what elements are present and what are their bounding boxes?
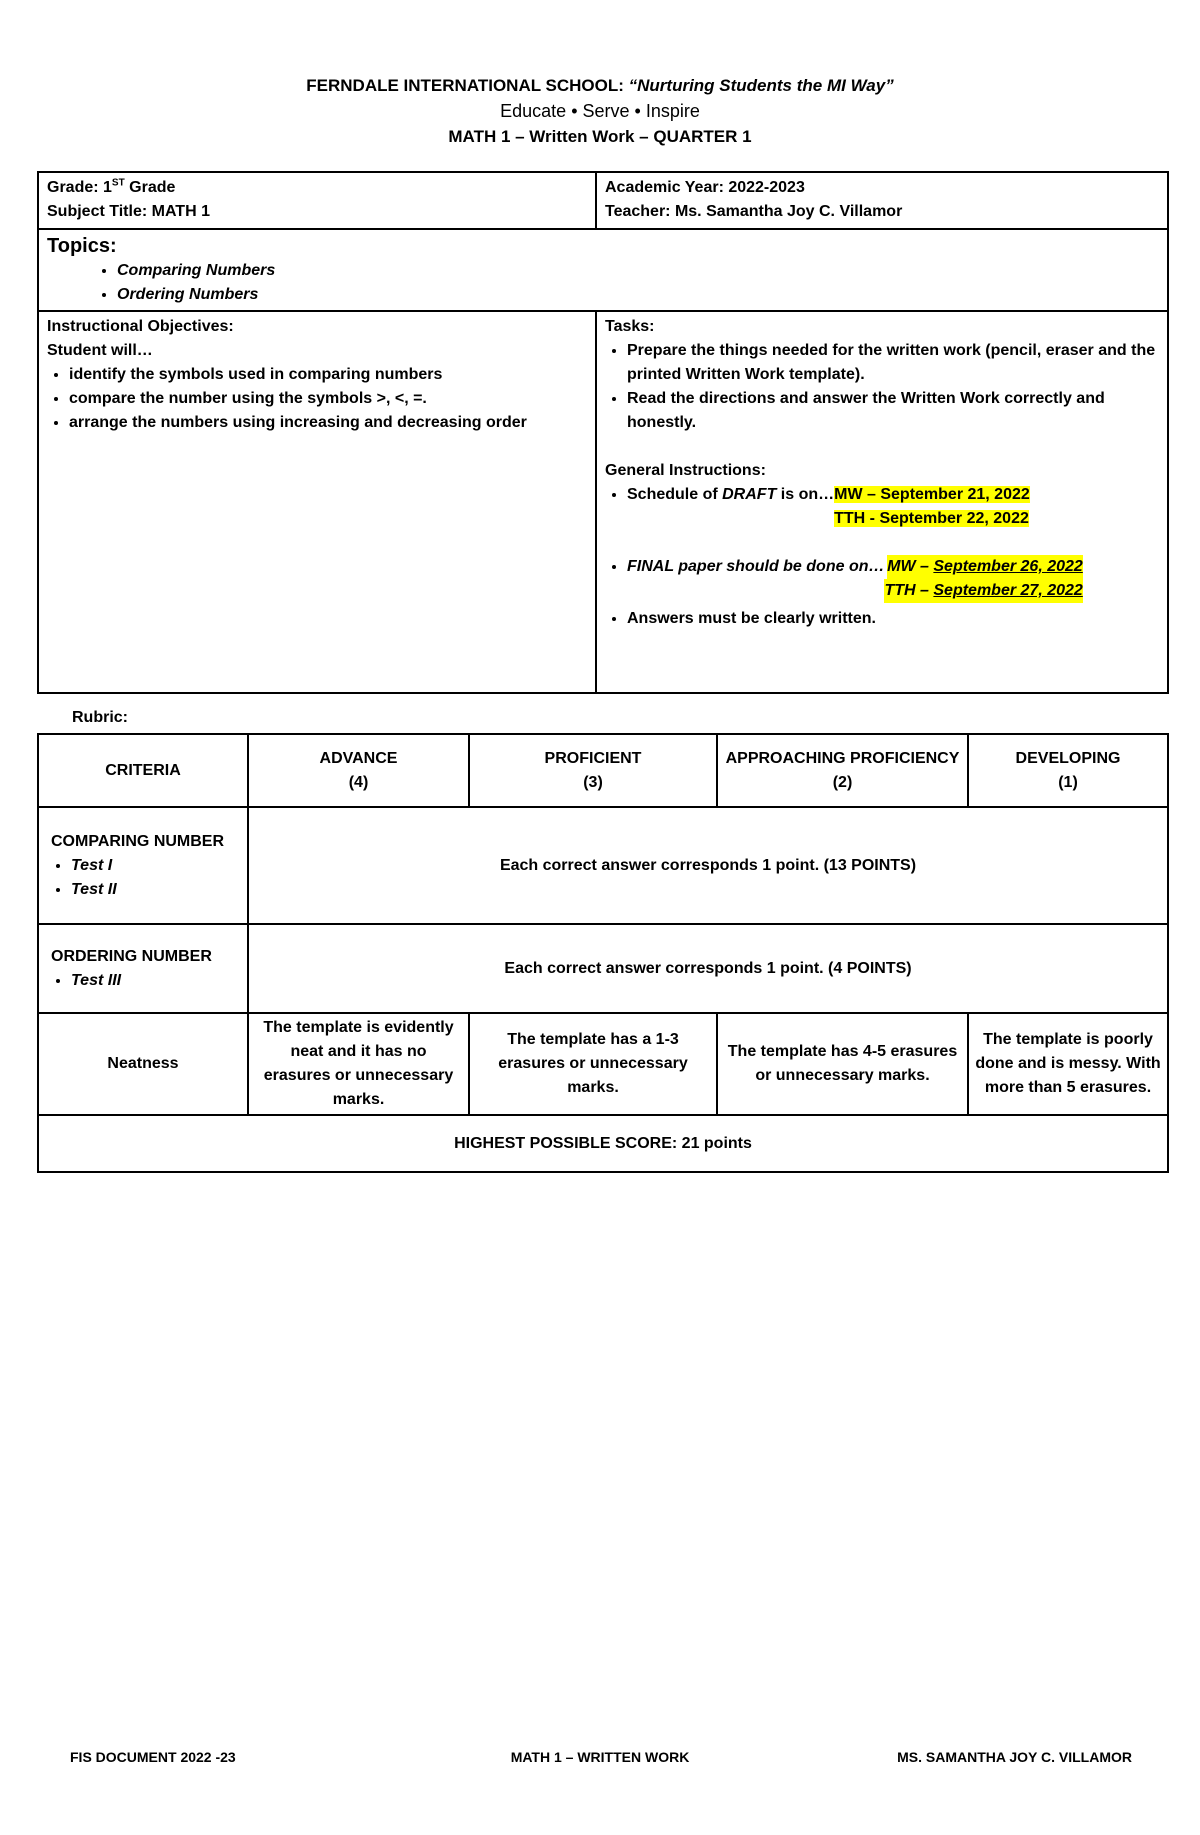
objective-item: • arrange the numbers using increasing and decreasing order xyxy=(69,411,587,435)
school-slogan: “Nurturing Students the MI Way” xyxy=(628,76,894,95)
tasks-list xyxy=(605,339,1159,435)
rubric-header-advance: ADVANCE (4) xyxy=(248,734,469,807)
test-item: • Test I xyxy=(71,854,241,878)
test-item: • Test III xyxy=(71,969,241,993)
rubric-header-approaching: APPROACHING PROFICIENCY (2) xyxy=(717,734,968,807)
neatness-developing: The template is poorly done and is messy. With more than 5 erasures. xyxy=(968,1013,1168,1115)
footer-left: FIS DOCUMENT 2022 -23 xyxy=(70,1749,236,1765)
draft-mw-date: MW – September 21, 2022 xyxy=(834,486,1030,503)
answers-instruction: • Answers must be clearly written. xyxy=(627,607,1159,631)
comparing-criteria-cell: COMPARING NUMBER • Test I • Test II xyxy=(38,807,248,924)
objective-item: • identify the symbols used in comparing numbers xyxy=(69,363,587,387)
neatness-proficient: The template has a 1-3 erasures or unnecessary marks. xyxy=(469,1013,717,1115)
rubric-header-criteria: CRITERIA xyxy=(38,734,248,807)
objectives-list xyxy=(47,363,587,435)
topic-item: • Ordering Numbers xyxy=(117,283,1159,307)
rubric-table xyxy=(37,733,1169,1173)
school-heading xyxy=(0,76,1200,96)
objectives-lead: Student will… xyxy=(47,342,153,359)
footer-right: MS. SAMANTHA JOY C. VILLAMOR xyxy=(897,1749,1132,1765)
subject-title: Subject Title: MATH 1 xyxy=(47,203,210,220)
topics-list xyxy=(47,259,1159,307)
final-schedule: • FINAL paper should be done on… MW – September 26, 2022 TTH – September 27, 2022 xyxy=(627,555,1159,603)
rubric-label: Rubric: xyxy=(72,709,128,726)
general-instructions-title: General Instructions: xyxy=(605,462,766,479)
draft-schedule: • Schedule of DRAFT is on… MW – September 21, 2022 TTH - September 22, 2022 xyxy=(627,483,1159,531)
footer-center: MATH 1 – WRITTEN WORK xyxy=(510,1749,690,1765)
objective-item: • compare the number using the symbols >, <, =. xyxy=(69,387,587,411)
school-motto: Educate • Serve • Inspire xyxy=(500,101,700,121)
school-name: FERNDALE INTERNATIONAL SCHOOL: xyxy=(306,76,629,95)
neatness-advance: The template is evidently neat and it has no erasures or unnecessary marks. xyxy=(248,1013,469,1115)
topics-cell xyxy=(38,229,1168,311)
document-title: MATH 1 – Written Work – QUARTER 1 xyxy=(448,127,752,146)
rubric-header-developing: DEVELOPING (1) xyxy=(968,734,1168,807)
academic-year: Academic Year: 2022-2023 xyxy=(605,179,805,196)
topics-title: Topics: xyxy=(47,235,117,257)
year-teacher-cell xyxy=(596,172,1168,229)
final-mw-date: MW – September 26, 2022 xyxy=(887,555,1083,579)
objectives-cell xyxy=(38,311,596,693)
grade-line: Grade: 1ST Grade xyxy=(47,177,176,196)
tasks-title: Tasks: xyxy=(605,318,655,335)
rubric-header-proficient: PROFICIENT (3) xyxy=(469,734,717,807)
task-item: • Prepare the things needed for the written work (pencil, eraser and the printed Written Work template). xyxy=(627,339,1159,387)
neatness-approaching: The template has 4-5 erasures or unnecessary marks. xyxy=(717,1013,968,1115)
objectives-title: Instructional Objectives: xyxy=(47,318,234,335)
general-instructions-list xyxy=(605,483,1159,631)
tasks-cell xyxy=(596,311,1168,693)
ordering-criteria-cell: ORDERING NUMBER • Test III xyxy=(38,924,248,1013)
task-item: • Read the directions and answer the Written Work correctly and honestly. xyxy=(627,387,1159,435)
comparing-description: Each correct answer corresponds 1 point. (13 POINTS) xyxy=(248,807,1168,924)
teacher-name: Teacher: Ms. Samantha Joy C. Villamor xyxy=(605,203,903,220)
draft-tth-date: TTH - September 22, 2022 xyxy=(834,510,1029,527)
test-item: • Test II xyxy=(71,878,241,902)
neatness-criteria: Neatness xyxy=(38,1013,248,1115)
info-table xyxy=(37,171,1169,694)
topic-item: • Comparing Numbers xyxy=(117,259,1159,283)
final-tth-date: TTH – September 27, 2022 xyxy=(884,579,1082,603)
grade-subject-cell xyxy=(38,172,596,229)
ordering-description: Each correct answer corresponds 1 point. (4 POINTS) xyxy=(248,924,1168,1013)
highest-possible-score: HIGHEST POSSIBLE SCORE: 21 points xyxy=(38,1115,1168,1172)
